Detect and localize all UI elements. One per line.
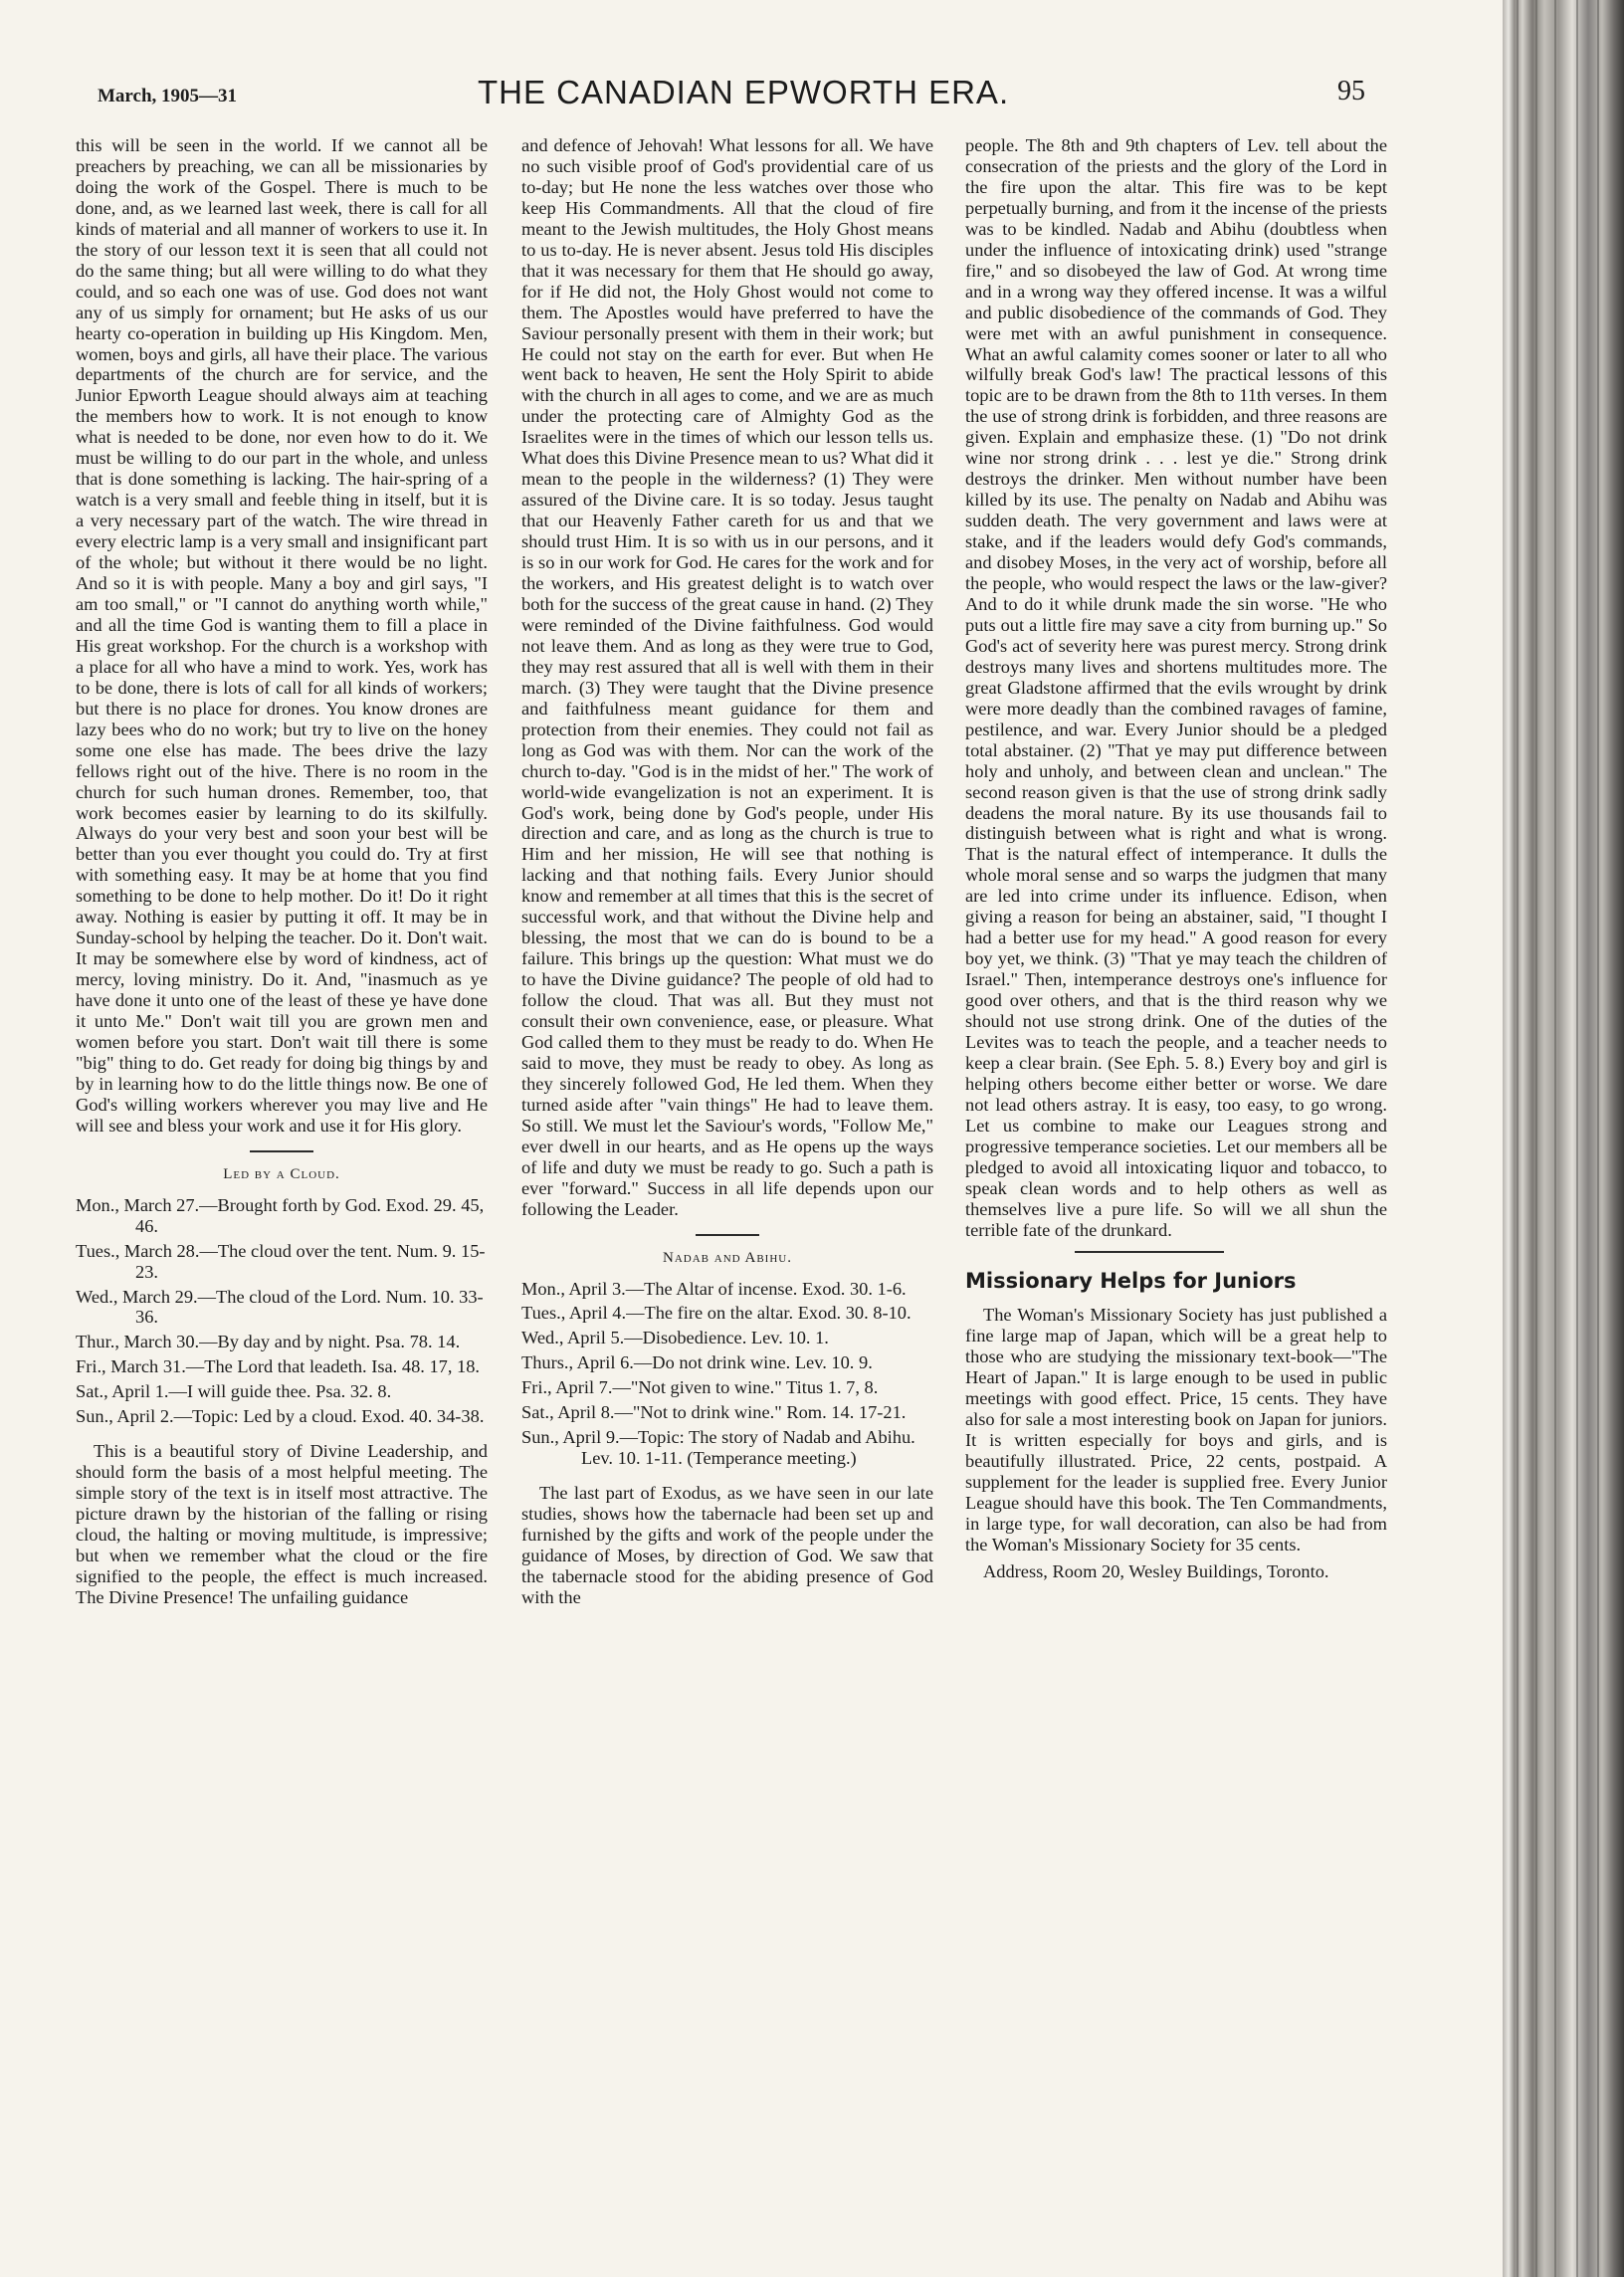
reading-item: Sun., April 2.—Topic: Led by a cloud. Exod. 40. 34-38.	[76, 1406, 485, 1427]
section-divider	[696, 1234, 759, 1236]
reading-item: Tues., March 28.—The cloud over the tent. Num. 9. 15-23.	[76, 1240, 486, 1282]
section-divider	[1075, 1251, 1224, 1253]
reading-item: Sat., April 8.—"Not to drink wine." Rom. 14. 17-21.	[521, 1402, 907, 1423]
book-binding-edge	[1503, 0, 1624, 2277]
reading-item: Sun., April 9.—Topic: The story of Nadab and Abihu. Lev. 10. 1-11. (Temperance meeting.)	[521, 1427, 915, 1469]
reading-item: Sat., April 1.—I will guide thee. Psa. 32. 8.	[76, 1381, 392, 1402]
issue-date: March, 1905—31	[98, 86, 238, 106]
reading-item: Thurs., April 6.—Do not drink wine. Lev. 10. 9.	[521, 1352, 873, 1373]
col3-paragraph-3: Address, Room 20, Wesley Buildings, Toronto.	[983, 1560, 1329, 1581]
section-subhead: Nadab and Abihu.	[663, 1249, 792, 1266]
reading-item: Fri., April 7.—"Not given to wine." Titus 1. 7, 8.	[521, 1377, 879, 1398]
column-left	[76, 135, 488, 1614]
reading-item: Thur., March 30.—By day and by night. Psa. 78. 14.	[76, 1332, 461, 1352]
column-middle	[521, 135, 933, 1614]
reading-item: Mon., March 27.—Brought forth by God. Exod. 29. 45, 46.	[76, 1194, 485, 1236]
section-subhead: Led by a Cloud.	[223, 1165, 340, 1182]
col3-paragraph-1: people. The 8th and 9th chapters of Lev. tell about the consecration of the priests and the glory of the Lord in the fire upon the altar. This fire was to be kept perpetually burning, and from it the incense of the priests was to be kindled. Nadab and Abihu (doubtless when under the influence of intoxicating drink) used "strange fire," and so disobeyed the law of God. At wrong time and in a wrong way they offered incense. It was a wilful and public disobedience of the commands of God. They were met with an awful punishment in consequence. What an awful calamity comes sooner or later to all who wilfully break God's law! The practical lessons of this topic are to be drawn from the 8th to 11th verses. In them the use of strong drink is forbidden, and three reasons are given. Explain and emphasize these. (1) "Do not drink wine nor strong drink . . . lest ye die." Strong drink destroys the drinker. Men without number have been killed by its use. The penalty on Nadab and Abihu was sudden death. The very government and laws were at stake, and if the leaders would defy God's commands, and disobey Moses, in the very act of worship, before all the people, who would respect the laws or the law-giver? And to do it while drunk made the sin worse. "He who puts out a little fire may save a city from burning up." So God's act of severity here was purest mercy. Strong drink destroys many lives and shortens multitudes more. The great Gladstone affirmed that the evils wrought by drink were more deadly than the combined ravages of famine, pestilence, and war. Every Junior should be a pledged total abstainer. (2) "That ye may put difference between holy and unholy, and between clean and unclean." The second reason given is that the use of strong drink sadly deadens the moral nature. By its use thousands fail to distinguish between what is right and what is wrong. That is the natural effect of intemperance. It dulls the whole moral sense and so warps the judgmen that many are led into crime under its influence. Edison, when giving a reason for being an abstainer, said, "I thought I had a better use for my head." A good reason for every boy yet, we think. (3) "That ye may teach the children of Israel." Then, intemperance destroys one's influence for good over others, and that is the third reason why we should not use strong drink. One of the duties of the Levites was to teach the people, and a teacher needs to keep a clear brain. (See Eph. 5. 8.) Every boy and girl is helping others become either better or worse. We dare not lead others astray. It is easy, too easy, to go wrong. Let us combine to make our Leagues strong and progressive temperance societies. Let our members all be pledged to avoid all intoxicating liquor and tobacco, to speak clean words and to help others as well as themselves live a pure life. So will we all shun the terrible fate of the drunkard.	[965, 135, 1387, 1240]
col1-paragraph-1: this will be seen in the world. If we cannot all be preachers by preaching, we can all be missionaries by doing the work of the Gospel. There is much to be done, and, as we learned last week, there is call for all kinds of material and all manner of workers to use it. In the story of our lesson text it is seen that all could not do the same thing; but all were willing to do what they could, and so each one was of use. God does not want any of us simply for ornament; but He asks of us our hearty co-operation in building up His Kingdom. Men, women, boys and girls, all have their place. The various departments of the church are for service, and the Junior Epworth League should always aim at teaching the members how to work. It is not enough to know what is needed to be done, nor even how to do it. We must be willing to do our part in the whole, and unless that is done something is lacking. The hair-spring of a watch is a very small and feeble thing in itself, but it is a very necessary part of the watch. The wire thread in every electric lamp is a very small and insignificant part of the whole; but without it there would be no light. And so it is with people. Many a boy and girl says, "I am too small," or "I cannot do anything worth while," and all the time God is wanting them to fill a place in His great workshop. For the church is a workshop with a place for all who have a mind to work. Yes, work has to be done, there is lots of call for all kinds of workers; but there is no place for drones. You know drones are lazy bees who do no work; but try to live on the honey some one else has made. The bees drive the lazy fellows right out of the hive. There is no room in the church for such human drones. Remember, too, that work becomes easier by learning to do its skilfully. Always do your very best and soon your best will be better than you ever thought you could do. Try at first with something easy. It may be at home that you find something to be done to help mother. Do it! Do it right away. Nothing is easier by putting it off. It may be in Sunday-school by helping the teacher. Do it. Don't wait. It may be somewhere else by word of kindness, act of mercy, loving ministry. Do it. And, "inasmuch as ye have done it unto one of the least of these ye have done it unto Me." Don't wait till you are grown men and women before you start. Don't wait till there is some "big" thing to do. Get ready for doing big things by and by in learning how to do the little things now. Be one of God's willing workers wherever you may live and He will see and bless your work and use it for His glory.	[76, 135, 488, 1136]
section-divider	[250, 1150, 313, 1152]
col2-paragraph-1: and defence of Jehovah! What lessons for all. We have no such visible proof of God's providential care of us to-day; but He none the less watches over those who keep His Commandments. All that the cloud of fire meant to the Jewish multitudes, the Holy Ghost means to us to-day. He is never absent. Jesus told His disciples that it was necessary for them that He should go away, for if He did not, the Holy Ghost would not come to them. The Apostles would have preferred to have the Saviour personally present with them in their work; but He could not stay on the earth for ever. But when He went back to heaven, He sent the Holy Spirit to abide with the church in all ages to come, and we are as much under the protecting care of Almighty God as the Israelites were in the times of which our lesson tells us. What does this Divine Presence mean to us? What did it mean to the people in the wilderness? (1) They were assured of the Divine care. It is so today. Jesus taught that our Heavenly Father careth for us and that we should trust Him. It is so with us in our persons, and it is so in our work for God. He cares for the work and for the workers, and His greatest delight is to watch over both for the success of the great cause in hand. (2) They were reminded of the Divine faithfulness. God would not leave them. And as long as they were true to God, they may rest assured that all is well with them in their march. (3) They were taught that the Divine presence and faithfulness meant guidance for them and protection from their enemies. They could not fail as long as God was with them. Nor can the work of the church to-day. "God is in the midst of her." The work of world-wide evangelization is not an experiment. It is God's work, being done by God's people, under His direction and care, and as long as the church is true to Him and her mission, He will see that nothing is lacking and that nothing fails. Every Junior should know and remember at all times that this is the secret of successful work, and that without the Divine help and blessing, the most that we can do is bound to be a failure. This brings up the question: What must we do to have the Divine guidance? The people of old had to follow the cloud. That was all. But they must not consult their own convenience, ease, or pleasure. What God called them to they must be ready to do. When He said to move, they must be ready to obey. As long as they sincerely followed God, He led them. When they turned aside after "vain things" He had to leave them. So still. We must let the Saviour's words, "Follow Me," ever dwell in our hearts, and as He opens up the ways of life and duty we must be ready to go. Such a path is ever "forward." Success in all life depends upon our following the Leader.	[521, 135, 933, 1219]
col3-paragraph-2: The Woman's Missionary Society has just published a fine large map of Japan, which will be a great help to those who are studying the missionary text-book—"The Heart of Japan." It is large enough to be used in public meetings with good effect. Price, 15 cents. They have also for sale a most interesting book on Japan for juniors. It is written especially for boys and girls, and is beautifully illustrated. Price, 22 cents, postpaid. A supplement for the leader is supplied free. Every Junior League should have this book. The Ten Commandments, in large type, for wall decoration, can also be had from the Woman's Missionary Society for 35 cents.	[965, 1305, 1387, 1554]
reading-item: Wed., April 5.—Disobedience. Lev. 10. 1.	[521, 1328, 829, 1348]
reading-item: Fri., March 31.—The Lord that leadeth. Isa. 48. 17, 18.	[76, 1356, 481, 1377]
page-number: 95	[1337, 76, 1365, 106]
page-header	[96, 74, 1389, 117]
col1-paragraph-2: This is a beautiful story of Divine Leadership, and should form the basis of a most helpful meeting. The simple story of the text is in itself most attractive. The picture drawn by the historian of the falling or rising cloud, the halting or moving multitude, is impressive; but when we remember what the cloud or the fire signified to the people, the effect is much increased. The Divine Presence! The unfailing guidance	[76, 1441, 488, 1607]
daily-readings-list	[76, 1195, 488, 1428]
journal-title: THE CANADIAN EPWORTH ERA.	[478, 74, 1010, 110]
daily-readings-list	[521, 1279, 933, 1470]
reading-item: Mon., April 3.—The Altar of incense. Exod. 30. 1-6.	[521, 1278, 907, 1299]
col2-paragraph-2: The last part of Exodus, as we have seen in our late studies, shows how the tabernacle had been set up and furnished by the gifts and work of the people under the guidance of Moses, by direction of God. We saw that the tabernacle stood for the abiding presence of God with the	[521, 1483, 933, 1607]
section-heading: Missionary Helps for Juniors	[965, 1268, 1297, 1293]
reading-item: Wed., March 29.—The cloud of the Lord. Num. 10. 33-36.	[76, 1286, 484, 1328]
column-right	[965, 135, 1387, 1588]
reading-item: Tues., April 4.—The fire on the altar. Exod. 30. 8-10.	[521, 1303, 912, 1324]
